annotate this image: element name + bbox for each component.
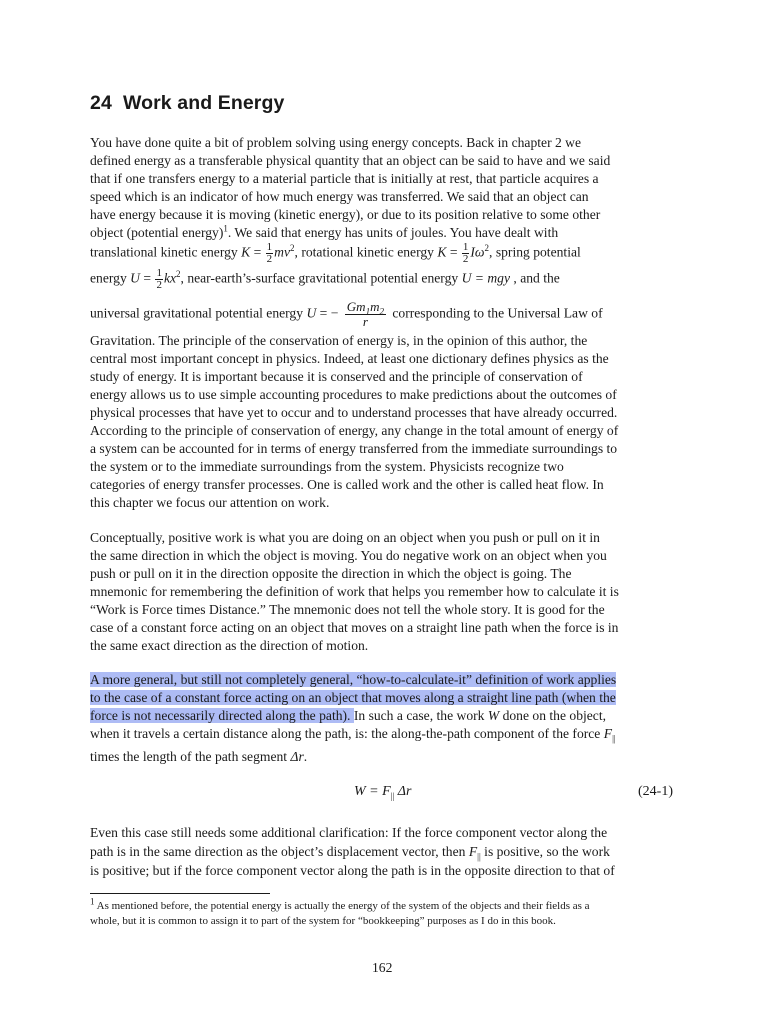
paragraph-clarification: [90, 824, 680, 842]
text-line: According to the principle of conservation of energy, any change in the total amount of energy of: [90, 423, 619, 438]
text-line: [90, 896, 680, 914]
text-fragment: done on the object,: [499, 708, 607, 723]
text-fragment: universal gravitational potential energy: [90, 305, 307, 321]
formula-translational-ke: K: [241, 244, 251, 260]
work-symbol: W: [487, 708, 500, 723]
text-fragment: , rotational kinetic energy: [294, 244, 438, 260]
paragraph-clarification-end: [90, 862, 680, 880]
formula-line-universal: [90, 300, 680, 329]
text-line: defined energy as a transferable physical quantity that an object can be said to have and we said: [90, 153, 611, 168]
text-line: central most important concept in physics. Indeed, at least one dictionary defines physics as the: [90, 351, 609, 366]
formula-rotational-ke: K: [437, 244, 447, 260]
fraction-half: $\frac{1}{2}$: [462, 241, 469, 265]
delta-r-symbol: Δr: [290, 749, 304, 764]
text-line: energy allows us to use simple accounting procedures to make predictions about the outcomes of: [90, 387, 617, 402]
text-fragment: , spring potential: [489, 244, 581, 260]
text-line: physical processes that have yet to occur and to understand processes that have already occurred.: [90, 405, 618, 420]
text-line: push or pull on it in the direction opposite the direction in which the object is going. The: [90, 566, 572, 581]
text-line: [90, 671, 680, 689]
page-number: 162: [372, 960, 393, 975]
text-line: [90, 748, 680, 766]
equation-work: $W = F_{||}$ Δr: [354, 784, 412, 801]
text-fragment: , and the: [513, 270, 560, 286]
paragraph-general-definition: [90, 671, 680, 725]
footnote-marker: 1: [90, 896, 95, 907]
text-line: translational kinetic energy K = $\frac{1}{2}$ $mv^2$, rotational kinetic energy K = $\frac{1}{2}$ $I\omega^2$, spring potential: [90, 241, 581, 265]
formula-line-potential: [90, 268, 680, 291]
paragraph-conceptual-work: [90, 529, 680, 655]
footnote: [90, 896, 680, 929]
text-line: Even this case still needs some additional clarification: If the force component vector along the: [90, 825, 608, 840]
text-line: have energy because it is moving (kinetic energy), or due to its position relative to some other: [90, 207, 601, 222]
text-line: Conceptually, positive work is what you are doing on an object when you push or pull on it in: [90, 530, 600, 545]
paragraph-general-definition-end: [90, 748, 680, 766]
text-fragment: , near-earth’s-surface gravitational potential energy: [180, 270, 462, 286]
chapter-title: Work and Energy: [122, 92, 285, 114]
text-line: universal gravitational potential energy U = − $\frac{Gm_1m_2}{r}$ corresponding to the Universal Law of: [90, 299, 603, 329]
formula-spring-pe: U: [130, 270, 140, 286]
text-fragment: .: [303, 749, 308, 764]
paragraph-clarification-cont: [90, 843, 680, 861]
text-line: [90, 725, 680, 743]
text-fragment: In such a case, the work: [353, 708, 488, 723]
text-line: [90, 224, 680, 242]
footnote-ref: 1: [223, 223, 228, 234]
highlighted-text[interactable]: A more general, but still not completely general, “how-to-calculate-it” definition of work applies: [90, 672, 617, 687]
text-line: categories of energy transfer processes. One is called work and the other is called heat flow. In: [90, 477, 604, 492]
highlighted-text[interactable]: to the case of a constant force acting on an object that moves along a straight line path (when the: [90, 690, 616, 705]
text-fragment: As mentioned before, the potential energy is actually the energy of the system of the objects and their fields as a: [94, 900, 590, 912]
text-fragment: path is in the same direction as the object’s displacement vector, then: [90, 844, 469, 859]
paragraph-general-definition-cont: [90, 725, 680, 743]
text-line: study of energy. It is important because it is conserved and the principle of conservation of: [90, 369, 583, 384]
text-fragment: when it travels a certain distance along the path, is: the along-the-path component of the force: [90, 726, 604, 741]
text-line: this chapter we focus our attention on work.: [90, 495, 330, 510]
text-fragment: corresponding to the Universal Law of: [388, 305, 603, 321]
formula-gravitational-pe: U = mgy: [461, 270, 510, 286]
text-line: the same direction in which the object is moving. You do negative work on an object when you: [90, 548, 607, 563]
text-fragment: is positive, so the work: [480, 844, 610, 859]
chapter-number: 24: [90, 92, 112, 114]
math-symbol: kx: [163, 270, 177, 286]
fraction-half: $\frac{1}{2}$: [156, 267, 162, 291]
text-line: [90, 689, 680, 707]
text-line: case of a constant force acting on an object that moves on a straight line path when the force is in: [90, 620, 619, 635]
text-fragment: . We said that energy has units of joules. You have dealt with: [227, 225, 559, 240]
text-line: a system can be accounted for in terms of energy transferred from the immediate surroundings to: [90, 441, 618, 456]
text-line: You have done quite a bit of problem solving using energy concepts. Back in chapter 2 we: [90, 135, 582, 150]
text-line: “Work is Force times Distance.” The mnemonic does not tell the whole story. It is good for the: [90, 602, 605, 617]
text-fragment: times the length of the path segment: [90, 749, 291, 764]
text-line: is positive; but if the force component vector along the path is in the opposite direction to that of: [90, 863, 615, 878]
text-line: mnemonic for remembering the definition of work that helps you remember how to calculate it is: [90, 584, 619, 599]
force-parallel-symbol: $F_{||}$: [603, 726, 616, 744]
fraction-half: $\frac{1}{2}$: [266, 241, 273, 265]
footnote-rule: [90, 893, 270, 894]
math-symbol: Iω: [470, 244, 485, 260]
equation-number: (24-1): [638, 784, 673, 799]
formula-line-kinetic: [90, 242, 680, 265]
text-line: energy U = $\frac{1}{2}$ $kx^2$, near-earth’s-surface gravitational potential energy U = mgy , and the: [90, 267, 560, 291]
paragraph-intro-continued: [90, 332, 680, 512]
text-line: that if one transfers energy to a material particle that is initially at rest, that particle acquires a: [90, 171, 599, 186]
text-line: speed which is an indicator of how much energy was transferred. We said that an object can: [90, 189, 589, 204]
force-parallel-symbol: $F_{||}$: [468, 844, 481, 862]
formula-universal-pe: U: [306, 305, 317, 321]
text-fragment: translational kinetic energy: [90, 244, 242, 260]
fraction-gmm-r: $\frac{Gm_1m_2}{r}$: [346, 299, 384, 329]
text-fragment: object (potential energy): [90, 225, 224, 240]
text-fragment: energy: [90, 270, 131, 286]
text-line: [90, 843, 680, 861]
text-line: [90, 707, 680, 725]
text-line: Gravitation. The principle of the conservation of energy is, in the opinion of this author, the: [90, 333, 588, 348]
math-symbol: mv: [274, 244, 291, 260]
text-line: the system or to the immediate surroundings from the system. Physicists recognize two: [90, 459, 564, 474]
paragraph-intro: [90, 134, 680, 242]
chapter-heading: [90, 92, 284, 115]
text-line: the same exact direction as the direction of motion.: [90, 638, 369, 653]
text-line: whole, but it is common to assign it to part of the system for “bookkeeping” purposes as I do in this book.: [90, 915, 556, 927]
highlighted-text[interactable]: force is not necessarily directed along the path).: [90, 708, 354, 723]
